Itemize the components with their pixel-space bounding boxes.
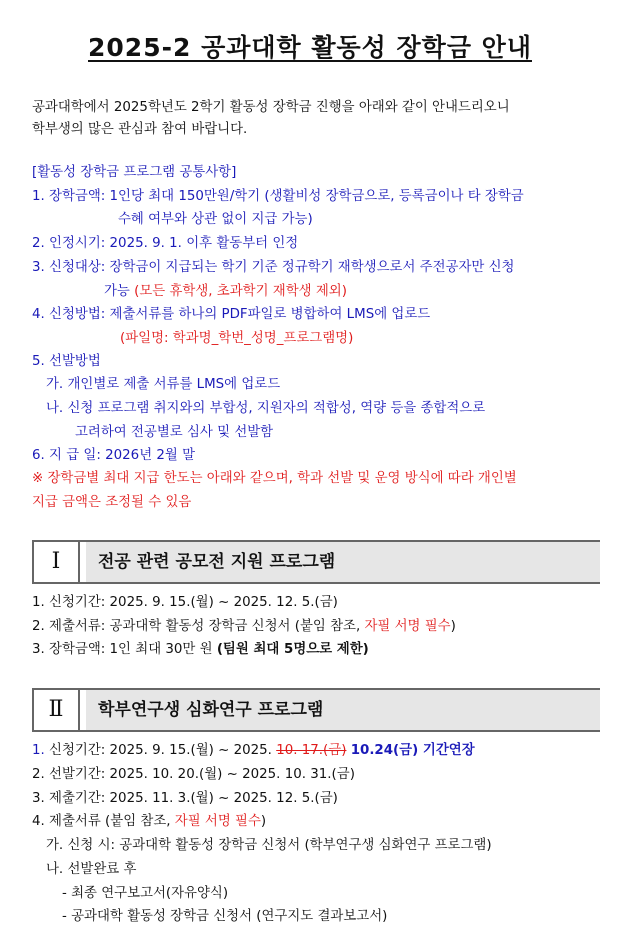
common-item-5b-cont: 고려하여 전공별로 심사 및 선발함 bbox=[75, 425, 274, 440]
common-note-line-2: 지급 금액은 조정될 수 있음 bbox=[32, 495, 192, 510]
common-item-3-cont: 가능 (모든 휴학생, 초과학기 재학생 제외) bbox=[104, 284, 347, 299]
common-item-1-cont: 수혜 여부와 상관 없이 지급 가능) bbox=[118, 212, 313, 227]
section-1-number: Ⅰ bbox=[34, 542, 80, 582]
section-2-header bbox=[32, 688, 600, 732]
common-item-4: 4. 신청방법: 제출서류를 하나의 PDF파일로 병합하여 LMS에 업로드 bbox=[32, 307, 431, 322]
common-heading: [활동성 장학금 프로그램 공통사항] bbox=[32, 165, 237, 180]
section-2-item-1: 1. 신청기간: 2025. 9. 15.(월) ~ 2025. 10. 17.(금) 10.24(금) 기간연장 bbox=[32, 743, 475, 758]
common-item-1: 1. 장학금액: 1인당 최대 150만원/학기 (생활비성 장학금으로, 등록금이나 타 장학금 bbox=[32, 189, 524, 204]
page-title: 2025-2 공과대학 활동성 장학금 안내 bbox=[88, 33, 532, 62]
common-item-5b: 나. 신청 프로그램 취지와의 부합성, 지원자의 적합성, 역량 등을 종합적으로 bbox=[46, 401, 486, 416]
common-item-4-filename: (파일명: 학과명_학번_성명_프로그램명) bbox=[120, 331, 354, 346]
section-2-item-3: 3. 제출기간: 2025. 11. 3.(월) ~ 2025. 12. 5.(금) bbox=[32, 791, 338, 806]
section-2-number: Ⅱ bbox=[34, 690, 80, 730]
section-2-item-4b: 나. 선발완료 후 bbox=[46, 862, 137, 877]
section-1-item-1: 1. 신청기간: 2025. 9. 15.(월) ~ 2025. 12. 5.(금) bbox=[32, 595, 338, 610]
common-note-line-1: ※ 장학금별 최대 지급 한도는 아래와 같으며, 학과 선발 및 운영 방식에 따라 개인별 bbox=[32, 471, 517, 486]
section-1-title: 전공 관련 공모전 지원 프로그램 bbox=[98, 552, 336, 572]
section-2-title: 학부연구생 심화연구 프로그램 bbox=[98, 700, 324, 720]
section-2-item-4b-1: - 최종 연구보고서(자유양식) bbox=[62, 886, 229, 901]
common-item-5: 5. 선발방법 bbox=[32, 354, 101, 369]
section-2-item-4: 4. 제출서류 (붙임 참조, 자필 서명 필수) bbox=[32, 814, 267, 829]
section-2-item-4a: 가. 신청 시: 공과대학 활동성 장학금 신청서 (학부연구생 심화연구 프로그램) bbox=[46, 838, 492, 853]
common-item-5a: 가. 개인별로 제출 서류를 LMS에 업로드 bbox=[46, 377, 281, 392]
section-2-item-4b-2: - 공과대학 활동성 장학금 신청서 (연구지도 결과보고서) bbox=[62, 909, 388, 924]
common-item-2: 2. 인정시기: 2025. 9. 1. 이후 활동부터 인정 bbox=[32, 236, 299, 251]
section-1-header bbox=[32, 540, 600, 584]
common-item-3: 3. 신청대상: 장학금이 지급되는 학기 기준 정규학기 재학생으로서 주전공자만 신청 bbox=[32, 260, 515, 275]
common-item-6: 6. 지 급 일: 2026년 2월 말 bbox=[32, 448, 196, 463]
section-1-item-2: 2. 제출서류: 공과대학 활동성 장학금 신청서 (붙임 참조, 자필 서명 필수) bbox=[32, 619, 456, 634]
intro-line-1: 공과대학에서 2025학년도 2학기 활동성 장학금 진행을 아래와 같이 안내드리오니 bbox=[32, 100, 510, 115]
section-1-item-3: 3. 장학금액: 1인 최대 30만 원 (팀원 최대 5명으로 제한) bbox=[32, 642, 369, 657]
intro-line-2: 학부생의 많은 관심과 참여 바랍니다. bbox=[32, 122, 248, 137]
section-2-item-2: 2. 선발기간: 2025. 10. 20.(월) ~ 2025. 10. 31.(금) bbox=[32, 767, 355, 782]
